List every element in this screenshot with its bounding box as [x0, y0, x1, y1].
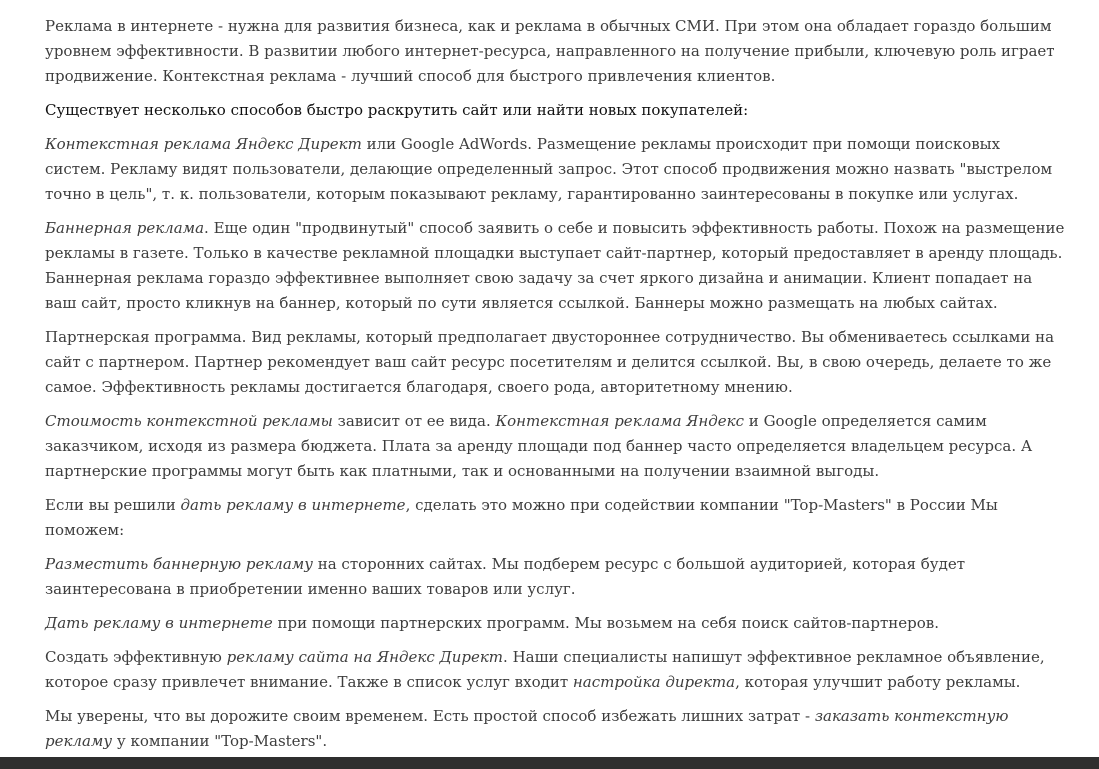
- give-ads-link[interactable]: дать рекламу в интернете: [180, 496, 406, 514]
- context-ads-paragraph: [45, 132, 1065, 207]
- order-context-ads-link[interactable]: заказать контекстную рекламу: [45, 707, 1009, 750]
- banner-ads-text: . Еще один "продвинутый" способ заявить о себе и повысить эффективность работы. Похож на размещение рекламы в газете. Только в качестве рекламной площадки выступает сайт-партнер, который предоставляет в аренду площадь. Баннерная реклама гораздо эффективнее выполняет свою задачу за счет яркого дизайна и анимации. Клиент попадает на ваш сайт, просто кликнув на баннер, который по сути является ссылкой. Баннеры можно размещать на любых сайтах.: [45, 219, 1065, 312]
- methods-lead-text: Существует несколько способов быстро раскрутить сайт или найти новых покупателей:: [45, 101, 749, 119]
- closing-text-1: Мы уверены, что вы дорожите своим временем. Есть простой способ избежать лишних затрат -: [45, 707, 815, 725]
- yandex-direct-link[interactable]: рекламу сайта на Яндекс Директ: [226, 648, 504, 666]
- article-body: [45, 14, 1065, 763]
- help-intro-text-1: Если вы решили: [45, 496, 181, 514]
- intro-text: Реклама в интернете - нужна для развития бизнеса, как и реклама в обычных СМИ. При этом она обладает гораздо большим уровнем эффективности. В развитии любого интернет-ресурса, направленного на получение прибыли, ключевую роль играет продвижение. Контекстная реклама - лучший способ для быстрого привлечения клиентов.: [45, 17, 1055, 85]
- context-ads-link[interactable]: Контекстная реклама Яндекс Директ: [45, 135, 362, 153]
- yandex-direct-text-3: , которая улучшит работу рекламы.: [735, 673, 1021, 691]
- banner-ads-paragraph: [45, 216, 1065, 316]
- partner-ads-link[interactable]: Дать рекламу в интернете: [45, 614, 273, 632]
- partner-program-text: Партнерская программа. Вид рекламы, который предполагает двустороннее сотрудничество. Вы обмениваетесь ссылками на сайт с партнером. Партнер рекомендует ваш сайт ресурс посетителям и делится ссылкой. Вы, в свою очередь, делаете то же самое. Эффективность рекламы достигается благодаря, своего рода, авторитетному мнению.: [45, 328, 1055, 396]
- direct-setup-link[interactable]: настройка директа: [572, 673, 736, 691]
- yandex-direct-text-2: . Наши специалисты напишут эффективное рекламное объявление, которое сразу привлечет внимание. Также в список услуг входит: [45, 648, 1045, 691]
- partner-ads-paragraph: [45, 611, 1065, 636]
- footer-bar: [0, 757, 1099, 769]
- context-ads-text: или Google AdWords. Размещение рекламы происходит при помощи поисковых систем. Рекламу видят пользователи, делающие определенный запрос. Этот способ продвижения можно назвать "выстрелом точно в цель", т. к. пользователи, которым показывают рекламу, гарантированно заинтересованы в покупке или услугах.: [45, 135, 1053, 203]
- methods-lead-paragraph: [45, 98, 1065, 123]
- place-banner-text: на сторонних сайтах. Мы подберем ресурс с большой аудиторией, которая будет заинтересована в приобретении именно ваших товаров или услуг.: [45, 555, 965, 598]
- banner-ads-link[interactable]: Баннерная реклама: [45, 219, 205, 237]
- intro-paragraph: [45, 14, 1065, 89]
- cost-text-1: зависит от ее вида.: [332, 412, 496, 430]
- help-intro-text-2: , сделать это можно при содействии компании "Top-Masters" в России Мы поможем:: [45, 496, 998, 539]
- cost-link[interactable]: Стоимость контекстной рекламы: [45, 412, 333, 430]
- cost-text-2: и Google определяется самим заказчиком, исходя из размера бюджета. Плата за аренду площади под баннер часто определяется владельцем ресурса. А партнерские программы могут быть как платными, так и основанными на получении взаимной выгоды.: [45, 412, 1033, 480]
- help-intro-paragraph: [45, 493, 1065, 543]
- closing-text-2: у компании "Top-Masters".: [112, 732, 328, 750]
- closing-paragraph: [45, 704, 1065, 754]
- yandex-direct-paragraph: [45, 645, 1065, 695]
- yandex-direct-text-1: Создать эффективную: [45, 648, 227, 666]
- place-banner-paragraph: [45, 552, 1065, 602]
- partner-program-paragraph: [45, 325, 1065, 400]
- cost-paragraph: [45, 409, 1065, 484]
- yandex-context-link[interactable]: Контекстная реклама Яндекс: [495, 412, 745, 430]
- partner-ads-text: при помощи партнерских программ. Мы возьмем на себя поиск сайтов-партнеров.: [272, 614, 939, 632]
- place-banner-link[interactable]: Разместить баннерную рекламу: [45, 555, 313, 573]
